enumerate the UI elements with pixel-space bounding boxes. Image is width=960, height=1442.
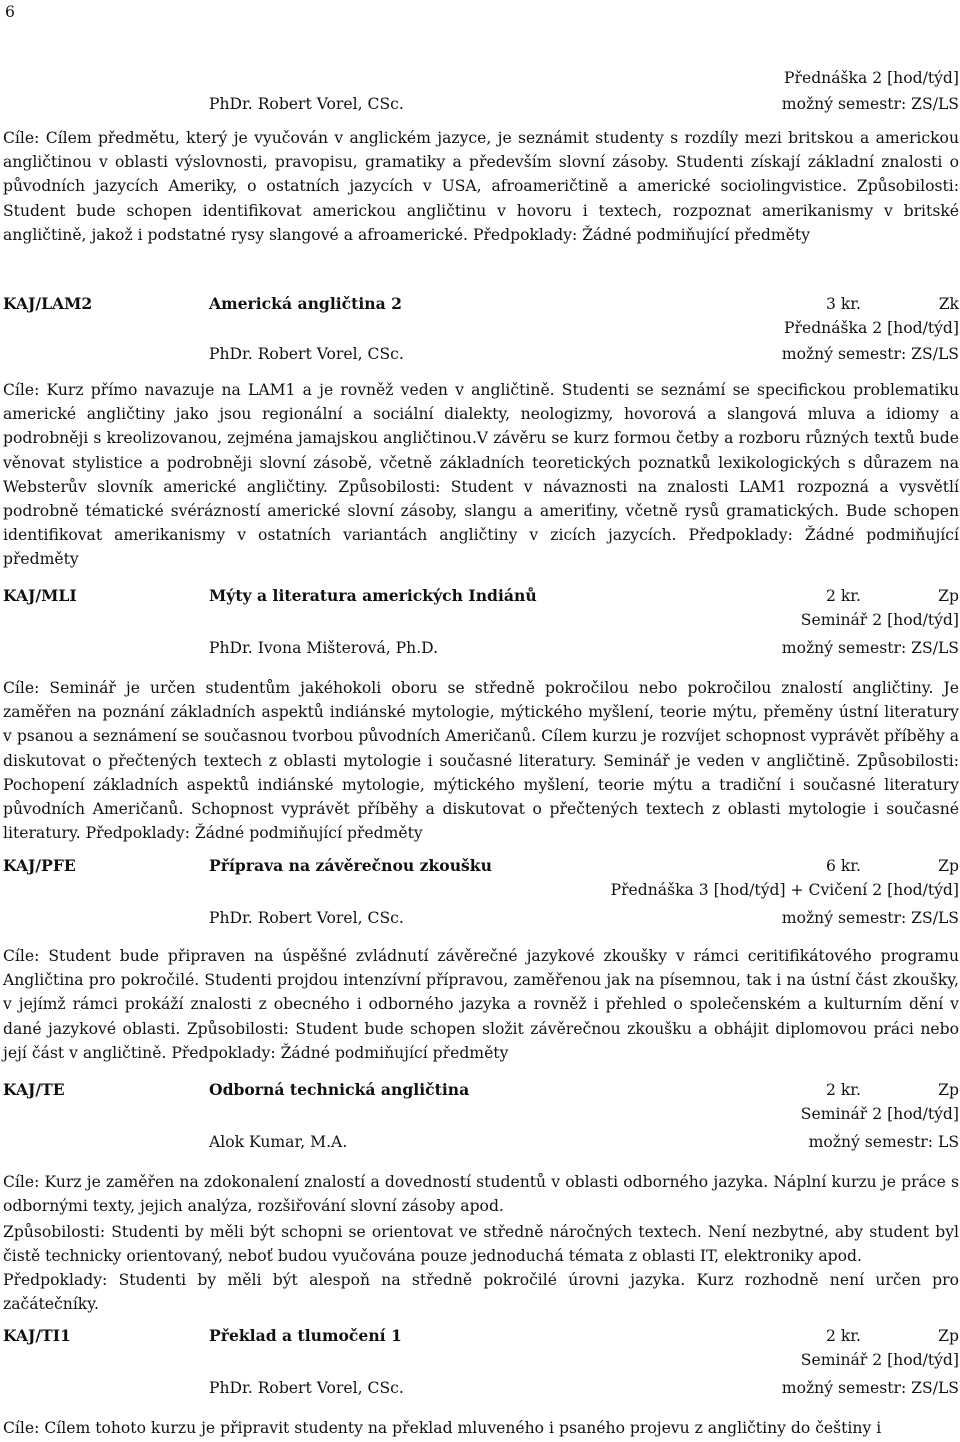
course-teacher: PhDr. Robert Vorel, CSc.	[209, 909, 404, 927]
course-exam: Zk	[938, 295, 959, 313]
course-form-row	[3, 878, 959, 902]
course-exam: Zp	[938, 857, 959, 875]
course-title: Příprava na závěrečnou zkoušku	[209, 856, 492, 875]
description-goals: Cíle: Cílem předmětu, který je vyučován v anglickém jazyce, je seznámit studenty s rozdíly mezi britskou a americkou angličtinou v oblasti výslovnosti, pravopisu, gramatiky a především slovní zásoby. Studenti získají základní znalosti o původních jazycích Ameriky, o ostatních jazycích v USA, afroameričtině a americké sociolingvistice.	[3, 129, 959, 196]
course-teacher-row	[3, 636, 959, 660]
course-form: Přednáška 2 [hod/týd]	[784, 69, 959, 87]
course-title: Překlad a tlumočení 1	[209, 1326, 402, 1345]
course-form: Přednáška 3 [hod/týd] + Cvičení 2 [hod/týd]	[610, 881, 959, 899]
course-form: Seminář 2 [hod/týd]	[800, 611, 959, 629]
course-code: KAJ/TI1	[3, 1326, 71, 1345]
course-teacher: PhDr. Robert Vorel, CSc.	[209, 1379, 404, 1397]
course-form-row	[3, 1102, 959, 1126]
course-header	[3, 854, 959, 878]
course-description-goals: Cíle: Kurz je zaměřen na zdokonalení znalostí a dovedností studentů v oblasti odborného jazyka. Náplní kurzu je práce s odbornými texty, jejich analýza, rozšiřování slovní zásoby apod.	[3, 1173, 959, 1216]
course-header	[3, 1078, 959, 1102]
course-code: KAJ/MLI	[3, 586, 77, 605]
course-semester: možný semestr: ZS/LS	[781, 1379, 959, 1397]
course-credits: 2 kr.	[825, 587, 861, 605]
course-credits: 2 kr.	[825, 1327, 861, 1345]
course-semester: možný semestr: ZS/LS	[781, 345, 959, 363]
course-title: Americká angličtina 2	[209, 294, 403, 313]
course-exam: Zp	[938, 587, 959, 605]
course-description-competences: Způsobilosti: Studenti by měli být schopni se orientovat ve středně náročných textech. Není nezbytné, aby student byl čistě technicky orientovaný, neboť budou vyučována pouze jednoduchá témata z oblasti IT, elektroniky apod.	[3, 1223, 959, 1266]
course-teacher: PhDr. Ivona Mišterová, Ph.D.	[209, 639, 439, 657]
course-teacher: PhDr. Robert Vorel, CSc.	[209, 345, 404, 363]
course-header	[3, 292, 959, 316]
course-description: Cíle: Kurz přímo navazuje na LAM1 a je rovněž veden v angličtině. Studenti se seznámí se specifickou problematiku americké angličtiny jako jsou regionální a sociální dialekty, neologizmy, hovorová a slangová mluva a idiomy a podrobněji s kreolizovanou, zejména jamajskou angličtinou.V závěru se kurz formou četby a rozboru různých textů bude věnovat stylistice a podrobněji slovní zásobě, včetně základních teoretických poznatků lexikologických s důrazem na Websterův slovník americké angličtiny. Způsobilosti: Student v návaznosti na znalosti LAM1 rozpozná a vysvětlí podrobně tématické svérázností americké slovní zásoby, slangu a ameriťiny, včetně rysů gramatických. Bude schopen identifikovat amerikanismy v ostatních variantách angličtiny v zicích jazycích. Předpoklady: Žádné podmiňující předměty	[3, 381, 959, 569]
course-code: KAJ/PFE	[3, 856, 76, 875]
course-title: Odborná technická angličtina	[209, 1080, 470, 1099]
course-header	[3, 1324, 959, 1348]
course-code: KAJ/LAM2	[3, 294, 93, 313]
top-description	[3, 126, 959, 247]
course-credits: 3 kr.	[825, 295, 861, 313]
course-exam: Zp	[938, 1081, 959, 1099]
top-form-row	[3, 66, 959, 90]
course-teacher: PhDr. Robert Vorel, CSc.	[209, 95, 404, 113]
course-semester: možný semestr: LS	[808, 1133, 959, 1151]
course-description: Cíle: Cílem tohoto kurzu je připravit studenty na překlad mluveného i psaného projevu z angličtiny do češtiny i	[3, 1419, 882, 1437]
course-teacher: Alok Kumar, M.A.	[209, 1133, 348, 1151]
course-form-row	[3, 316, 959, 340]
course-semester: možný semestr: ZS/LS	[781, 639, 959, 657]
course-description: Cíle: Seminář je určen studentům jakéhokoli oboru se středně pokročilou nebo pokročilou znalostí angličtiny. Je zaměřen na poznání základních aspektů indiánské mytologie, mýtického myšlení, teorie mýtu, přeměny ústní literatury v psanou a seznámení se současnou tvorbou původních Američanů. Cílem kurzu je rozvíjet schopnost vyprávět příběhy a diskutovat o přečtených textech z oblasti mytologie i současné literatury. Seminář je veden v angličtině. Způsobilosti: Pochopení základních aspektů indiánské mytologie, mýtického myšlení, teorie mýtu a tradiční i současné literatury původních Američanů. Schopnost vyprávět příběhy a diskutovat o přečtených textech z oblasti mytologie i současné literatury. Předpoklady: Žádné podmiňující předměty	[3, 679, 959, 843]
course-form-row	[3, 1348, 959, 1372]
course-credits: 2 kr.	[825, 1081, 861, 1099]
course-form: Seminář 2 [hod/týd]	[800, 1351, 959, 1369]
description-prerequisites: Předpoklady: Žádné podmiňující předměty	[472, 225, 811, 244]
page-number: 6	[5, 3, 15, 21]
course-exam: Zp	[938, 1327, 959, 1345]
course-teacher-row	[3, 1130, 959, 1154]
description-competences: Způsobilosti: Student bude schopen identifikovat americkou angličtinu v hovoru i textech, rozpoznat amerikanismy v britské angličtině, jakož i podstatné rysy slangové a afroamerické.	[3, 177, 959, 244]
course-header	[3, 584, 959, 608]
course-title: Mýty a literatura amerických Indiánů	[209, 586, 537, 605]
course-credits: 6 kr.	[825, 857, 861, 875]
course-semester: možný semestr: ZS/LS	[781, 95, 959, 113]
course-code: KAJ/TE	[3, 1080, 65, 1099]
course-description-prerequisites: Předpoklady: Studenti by měli být alespoň na středně pokročilé úrovni jazyka. Kurz rozhodně není určen pro začátečníky.	[3, 1271, 959, 1314]
course-teacher-row	[3, 906, 959, 930]
course-form: Seminář 2 [hod/týd]	[800, 1105, 959, 1123]
course-form: Přednáška 2 [hod/týd]	[784, 319, 959, 337]
course-form-row	[3, 608, 959, 632]
course-teacher-row	[3, 1376, 959, 1400]
course-teacher-row	[3, 342, 959, 366]
course-description: Cíle: Student bude připraven na úspěšné zvládnutí závěrečné jazykové zkoušky v rámci ceritifikátového programu Angličtina pro pokročilé. Studenti projdou intenzívní přípravou, zaměřenou jak na písemnou, tak i na ústní část zkoušky, v jejímž rámci prokáží znalosti z obecného i odborného jazyka a rovněž i přehled o společenském a kulturním dění v dané jazykové oblasti. Způsobilosti: Student bude schopen složit závěrečnou zkoušku a obhájit diplomovou práci nebo její část v angličtině. Předpoklady: Žádné podmiňující předměty	[3, 947, 959, 1062]
top-teacher-row	[3, 92, 959, 116]
course-semester: možný semestr: ZS/LS	[781, 909, 959, 927]
